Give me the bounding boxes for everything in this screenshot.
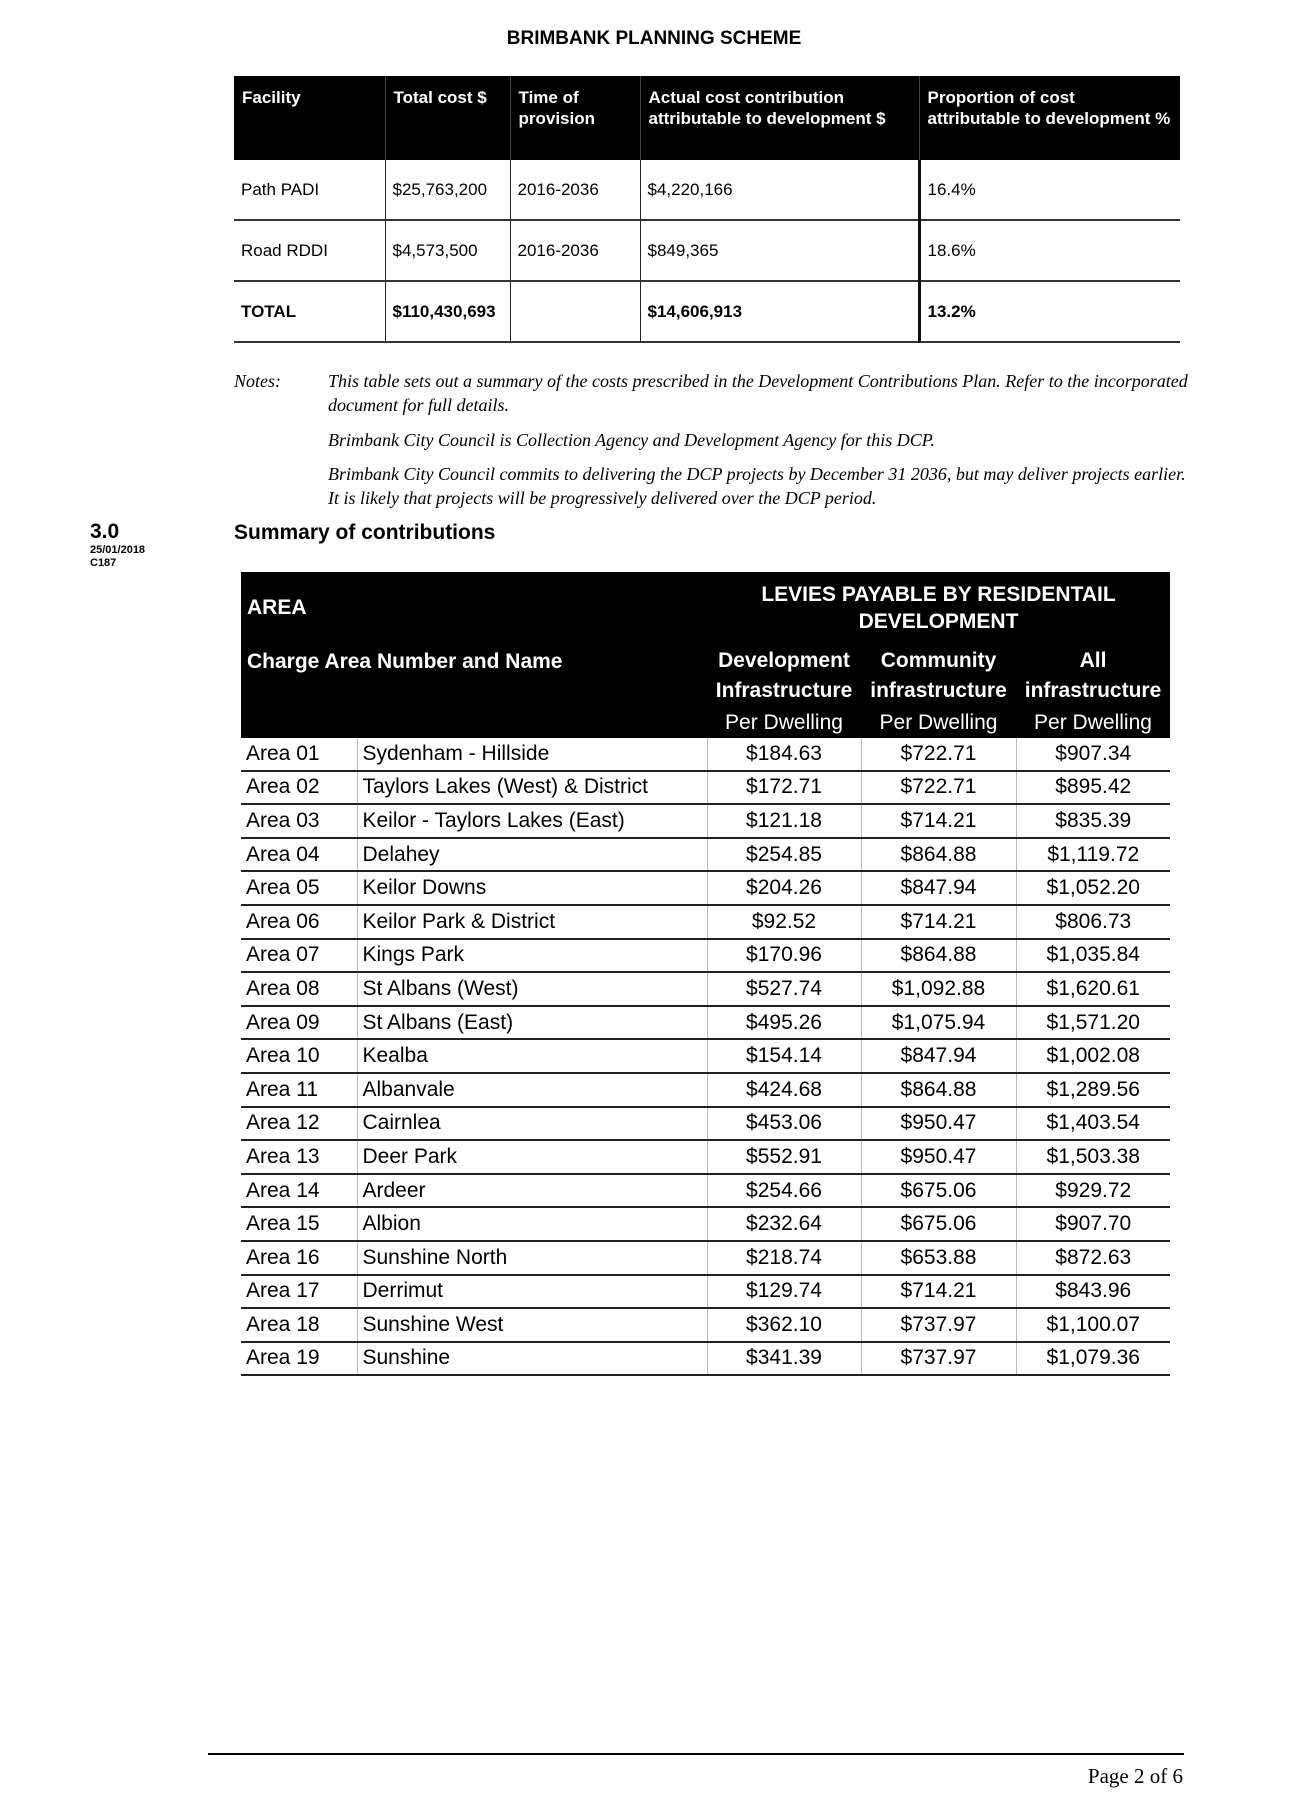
table-cell: $121.18 [707, 804, 861, 838]
notes-label: Notes: [234, 371, 281, 391]
table-cell: Sunshine West [357, 1308, 707, 1342]
table-row [234, 160, 1180, 220]
table-cell: Area 16 [241, 1241, 357, 1275]
column-header [1016, 644, 1170, 708]
table-cell: $1,075.94 [861, 1006, 1016, 1040]
table-cell: $847.94 [861, 871, 1016, 905]
table-cell: $849,365 [640, 220, 919, 281]
table-cell: Keilor Downs [357, 871, 707, 905]
table-cell: $1,092.88 [861, 972, 1016, 1006]
table-row [241, 804, 1170, 838]
table-row [234, 220, 1180, 281]
table-cell: $722.71 [861, 738, 1016, 771]
table-row [241, 1073, 1170, 1107]
table-cell: $129.74 [707, 1275, 861, 1309]
table-cell: 16.4% [919, 160, 1180, 220]
table-cell: $495.26 [707, 1006, 861, 1040]
table-cell: Path PADI [234, 160, 385, 220]
table-cell: $675.06 [861, 1174, 1016, 1208]
table-cell: $1,100.07 [1016, 1308, 1170, 1342]
table-row [241, 1308, 1170, 1342]
table-cell: $4,220,166 [640, 160, 919, 220]
table-cell: $929.72 [1016, 1174, 1170, 1208]
column-header-line: infrastructure [1024, 679, 1162, 702]
table-cell: $835.39 [1016, 804, 1170, 838]
table-cell: $907.70 [1016, 1207, 1170, 1241]
levies-subheader-row [241, 644, 1170, 708]
column-header: Proportion of cost attributable to development % [919, 76, 1180, 160]
table-cell: Area 10 [241, 1039, 357, 1073]
table-cell: Area 05 [241, 871, 357, 905]
table-cell: Road RDDI [234, 220, 385, 281]
section-title: Summary of contributions [234, 521, 496, 544]
table-cell: $341.39 [707, 1342, 861, 1376]
table-row-total [234, 281, 1180, 342]
table-cell: 2016-2036 [510, 220, 640, 281]
table-cell: Area 01 [241, 738, 357, 771]
column-header: Facility [234, 76, 385, 160]
table-row [241, 1140, 1170, 1174]
table-cell: $552.91 [707, 1140, 861, 1174]
levies-table-body [241, 738, 1170, 1375]
table-cell: $1,289.56 [1016, 1073, 1170, 1107]
table-cell: $172.71 [707, 771, 861, 805]
table-cell: $1,052.20 [1016, 871, 1170, 905]
table-cell: $453.06 [707, 1107, 861, 1141]
table-cell: Keilor - Taylors Lakes (East) [357, 804, 707, 838]
table-cell: $847.94 [861, 1039, 1016, 1073]
column-header: Total cost $ [385, 76, 510, 160]
footer-rule [208, 1753, 1184, 1755]
table-cell: Kealba [357, 1039, 707, 1073]
table-cell: $864.88 [861, 838, 1016, 872]
table-cell: $843.96 [1016, 1275, 1170, 1309]
column-header [707, 644, 861, 708]
table-cell: Deer Park [357, 1140, 707, 1174]
table-cell: $950.47 [861, 1140, 1016, 1174]
table-cell: $653.88 [861, 1241, 1016, 1275]
table-row [241, 1275, 1170, 1309]
table-cell: $1,119.72 [1016, 838, 1170, 872]
table-cell: $872.63 [1016, 1241, 1170, 1275]
document-header: BRIMBANK PLANNING SCHEME [506, 28, 802, 49]
column-header-line: Development [718, 649, 850, 672]
table-cell: Area 08 [241, 972, 357, 1006]
table-cell: $14,606,913 [640, 281, 919, 342]
table-cell: $154.14 [707, 1039, 861, 1073]
table-cell: 13.2% [919, 281, 1180, 342]
table-cell: Area 03 [241, 804, 357, 838]
table-cell: $527.74 [707, 972, 861, 1006]
unit-header: Per Dwelling [707, 708, 861, 738]
table-cell: Area 07 [241, 939, 357, 973]
table-cell: $218.74 [707, 1241, 861, 1275]
table-cell: $254.66 [707, 1174, 861, 1208]
area-header: AREA [241, 572, 707, 644]
table-cell: TOTAL [234, 281, 385, 342]
table-cell: Sunshine [357, 1342, 707, 1376]
table-row [241, 1241, 1170, 1275]
table-cell: St Albans (West) [357, 972, 707, 1006]
table-cell: $424.68 [707, 1073, 861, 1107]
unit-header: Per Dwelling [1016, 708, 1170, 738]
levies-table [241, 572, 1170, 1376]
table-cell: $184.63 [707, 738, 861, 771]
table-cell: $907.34 [1016, 738, 1170, 771]
table-cell: $1,035.84 [1016, 939, 1170, 973]
table-row [241, 738, 1170, 771]
column-header-line: All [1079, 649, 1107, 672]
note-paragraph: Brimbank City Council is Collection Agency and Development Agency for this DCP. [328, 430, 935, 450]
table-cell: $714.21 [861, 905, 1016, 939]
table-cell: Area 17 [241, 1275, 357, 1309]
table-cell: St Albans (East) [357, 1006, 707, 1040]
table-cell [510, 281, 640, 342]
table-cell: Area 12 [241, 1107, 357, 1141]
cost-summary-table [234, 76, 1180, 343]
table-row [241, 1207, 1170, 1241]
unit-header: Per Dwelling [861, 708, 1016, 738]
table-cell: Area 04 [241, 838, 357, 872]
table-cell: Area 13 [241, 1140, 357, 1174]
table-row [241, 1174, 1170, 1208]
table-cell: $806.73 [1016, 905, 1170, 939]
table-cell: $170.96 [707, 939, 861, 973]
table-cell: $1,571.20 [1016, 1006, 1170, 1040]
levies-header: LEVIES PAYABLE BY RESIDENTAIL DEVELOPMENT [707, 572, 1170, 644]
table-row [241, 1006, 1170, 1040]
table-cell: $737.97 [861, 1308, 1016, 1342]
table-row [241, 1039, 1170, 1073]
table-cell: $1,403.54 [1016, 1107, 1170, 1141]
table-cell: Cairnlea [357, 1107, 707, 1141]
table-row [241, 838, 1170, 872]
table-cell: Sydenham - Hillside [357, 738, 707, 771]
table-cell: $1,079.36 [1016, 1342, 1170, 1376]
table-cell: $722.71 [861, 771, 1016, 805]
table-cell: $254.85 [707, 838, 861, 872]
table-cell: Sunshine North [357, 1241, 707, 1275]
charge-area-header: Charge Area Number and Name [241, 644, 707, 738]
table-cell: $110,430,693 [385, 281, 510, 342]
table-cell: $1,002.08 [1016, 1039, 1170, 1073]
table-cell: Area 09 [241, 1006, 357, 1040]
table-cell: Taylors Lakes (West) & District [357, 771, 707, 805]
table-cell: Area 19 [241, 1342, 357, 1376]
table-cell: $675.06 [861, 1207, 1016, 1241]
table-cell: Kings Park [357, 939, 707, 973]
table-cell: $714.21 [861, 1275, 1016, 1309]
note-paragraph: This table sets out a summary of the costs prescribed in the Development Contributions Plan. Refer to the incorporated document for full details. [328, 371, 1188, 415]
table-cell: Keilor Park & District [357, 905, 707, 939]
table-cell: Area 14 [241, 1174, 357, 1208]
table-cell: $737.97 [861, 1342, 1016, 1376]
table-cell: $362.10 [707, 1308, 861, 1342]
table-cell: Area 15 [241, 1207, 357, 1241]
table-cell: Area 02 [241, 771, 357, 805]
table-cell: Ardeer [357, 1174, 707, 1208]
section-number: 3.0 [90, 520, 120, 543]
table-cell: Area 06 [241, 905, 357, 939]
column-header: Actual cost contribution attributable to development $ [640, 76, 919, 160]
section-date: 25/01/2018 [90, 544, 146, 556]
table-row [241, 771, 1170, 805]
table-cell: Albanvale [357, 1073, 707, 1107]
column-header-line: infrastructure [870, 679, 1007, 702]
table-cell: $92.52 [707, 905, 861, 939]
table-cell: Derrimut [357, 1275, 707, 1309]
table-cell: 18.6% [919, 220, 1180, 281]
cost-table-header-row [234, 76, 1180, 160]
table-cell: $895.42 [1016, 771, 1170, 805]
table-cell: 2016-2036 [510, 160, 640, 220]
table-row [241, 1107, 1170, 1141]
table-row [241, 939, 1170, 973]
table-row [241, 871, 1170, 905]
table-cell: $864.88 [861, 1073, 1016, 1107]
table-cell: Albion [357, 1207, 707, 1241]
section-amendment: C187 [90, 557, 117, 569]
table-cell: $1,620.61 [1016, 972, 1170, 1006]
table-cell: $950.47 [861, 1107, 1016, 1141]
table-cell: Area 11 [241, 1073, 357, 1107]
table-cell: $232.64 [707, 1207, 861, 1241]
table-row [241, 1342, 1170, 1376]
table-cell: Area 18 [241, 1308, 357, 1342]
table-cell: $25,763,200 [385, 160, 510, 220]
table-cell: $1,503.38 [1016, 1140, 1170, 1174]
levies-header-row [241, 572, 1170, 644]
table-cell: $4,573,500 [385, 220, 510, 281]
table-cell: $714.21 [861, 804, 1016, 838]
column-header: Time of provision [510, 76, 640, 160]
table-cell: $204.26 [707, 871, 861, 905]
table-row [241, 905, 1170, 939]
note-paragraph: Brimbank City Council commits to delivering the DCP projects by December 31 2036, but may deliver projects earlier. It is likely that projects will be progressively delivered over the DCP period. [328, 464, 1186, 508]
table-cell: Delahey [357, 838, 707, 872]
table-cell: $864.88 [861, 939, 1016, 973]
column-header-line: Infrastructure [715, 679, 853, 702]
table-row [241, 972, 1170, 1006]
column-header-line: Community [880, 649, 997, 672]
column-header [861, 644, 1016, 708]
page-number: Page 2 of 6 [1087, 1764, 1183, 1788]
